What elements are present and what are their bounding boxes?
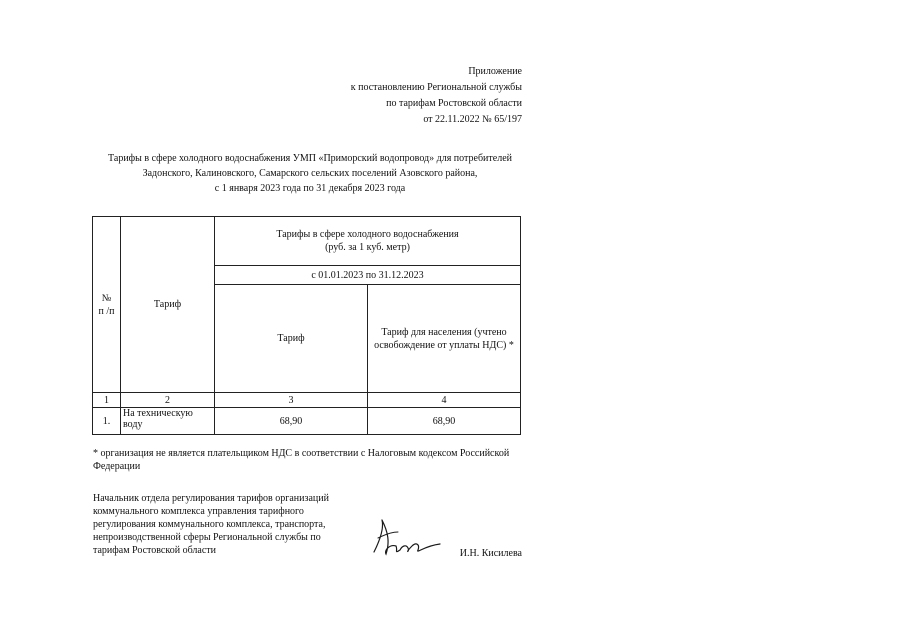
handwritten-signature: [368, 510, 448, 560]
table-row: [93, 408, 521, 435]
header-group: Тарифы в сфере холодного водоснабжения (руб. за 1 куб. метр): [215, 217, 521, 266]
header-period: с 01.01.2023 по 31.12.2023: [215, 266, 521, 285]
appendix-block: [351, 64, 522, 128]
appendix-line: от 22.11.2022 № 65/197: [423, 114, 522, 125]
header-tariff: Тариф: [121, 217, 215, 393]
row-number: 1.: [93, 408, 121, 435]
header-number: № п /п: [93, 217, 121, 393]
index-cell: 4: [368, 393, 521, 408]
document-title: [90, 151, 530, 196]
title-line: Задонского, Калиновского, Самарского сельских поселений Азовского района,: [142, 168, 478, 179]
vat-note: * организация не является плательщиком НДС в соответствии с Налоговым кодексом Российской Федерации: [93, 448, 510, 472]
title-line: с 1 января 2023 года по 31 декабря 2023 года: [214, 183, 406, 194]
appendix-line: к постановлению Региональной службы: [350, 82, 522, 93]
header-col4: Тариф для населения (учтено освобождение от уплаты НДС) *: [368, 285, 521, 393]
signer-position: Начальник отдела регулирования тарифов организаций коммунального комплекса управления тарифного регулирования коммунального комплекса, транспорта, непроизводственной сферы Региональной службы по тарифам Ростовской области: [93, 493, 329, 556]
index-cell: 2: [121, 393, 215, 408]
signer-name: И.Н. Кисилева: [459, 548, 522, 559]
title-line: Тарифы в сфере холодного водоснабжения УМП «Приморский водопровод» для потребителей: [108, 153, 512, 164]
appendix-line: Приложение: [468, 66, 522, 77]
row-name: На техническую воду: [121, 408, 215, 435]
header-col3: Тариф: [215, 285, 368, 393]
row-population-tariff: 68,90: [368, 408, 521, 435]
row-tariff: 68,90: [215, 408, 368, 435]
index-cell: 1: [93, 393, 121, 408]
tariff-table: [92, 216, 521, 435]
index-cell: 3: [215, 393, 368, 408]
appendix-line: по тарифам Ростовской области: [386, 98, 522, 109]
